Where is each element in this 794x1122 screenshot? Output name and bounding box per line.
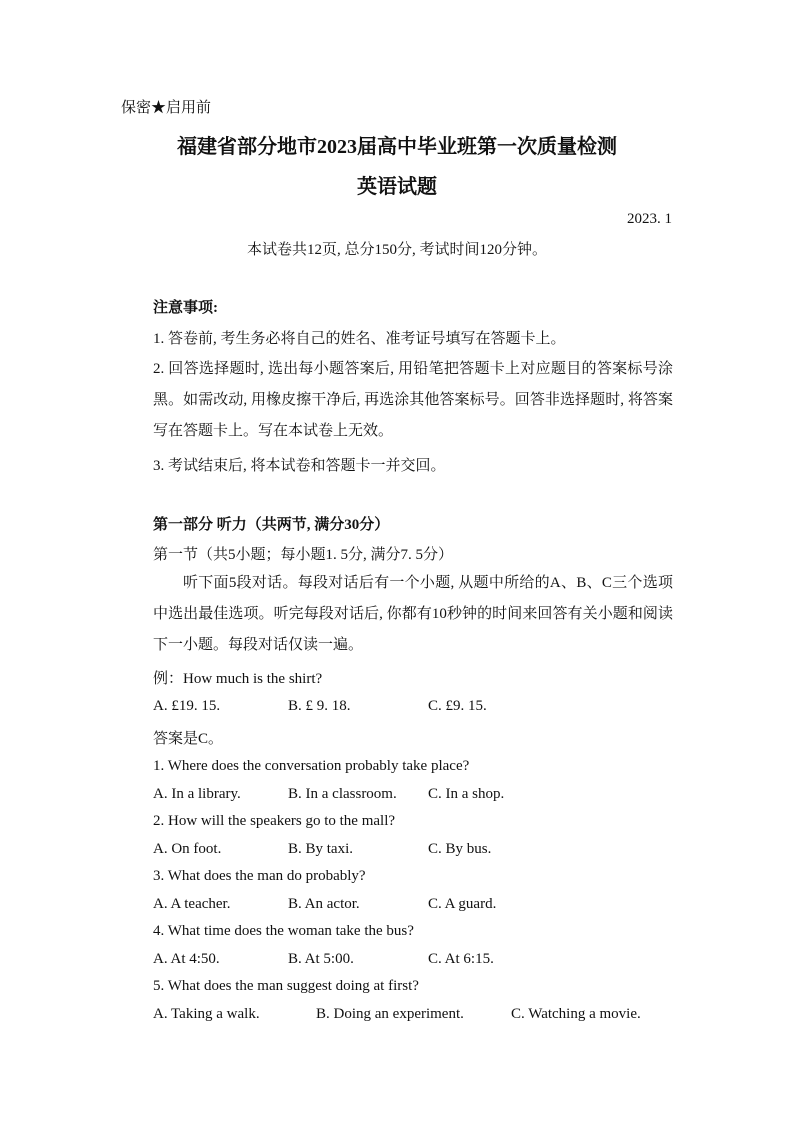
example-question: 例：How much is the shirt? <box>153 671 323 687</box>
exam-title: 福建省部分地市2023届高中毕业班第一次质量检测 <box>177 136 617 158</box>
example-option-b: B. £ 9. 18. <box>288 698 351 714</box>
example-answer: 答案是C。 <box>153 731 224 747</box>
q3-option-b: B. An actor. <box>288 896 360 912</box>
question-5: 5. What does the man suggest doing at first? <box>153 978 419 994</box>
q2-option-b: B. By taxi. <box>288 841 354 857</box>
question-1: 1. Where does the conversation probably take place? <box>153 758 470 774</box>
q3-option-c: C. A guard. <box>428 896 497 912</box>
section1-heading: 第一节（共5小题；每小题1. 5分, 满分7. 5分） <box>153 547 454 563</box>
exam-date: 2023. 1 <box>627 211 672 227</box>
question-3: 3. What does the man do probably? <box>153 868 366 884</box>
listening-instructions: 听下面5段对话。每段对话后有一个小题, 从题中所给的A、B、C三个选项中选出最佳选项。听完每段对话后, 你都有10秒钟的时间来回答有关小题和阅读下一小题。每段对话仅读一遍。 <box>153 575 673 653</box>
example-option-a: A. £19. 15. <box>153 698 221 714</box>
q4-option-a: A. At 4:50. <box>153 951 220 967</box>
exam-subtitle: 英语试题 <box>357 176 437 198</box>
example-option-c: C. £9. 15. <box>428 698 487 714</box>
part1-heading: 第一部分 听力（共两节, 满分30分） <box>153 517 390 533</box>
q4-option-b: B. At 5:00. <box>288 951 354 967</box>
note-2: 2. 回答选择题时, 选出每小题答案后, 用铅笔把答题卡上对应题目的答案标号涂黑。如需改动, 用橡皮擦干净后, 再选涂其他答案标号。回答非选择题时, 将答案写在答题卡上。写在本试卷上无效。 <box>153 361 673 439</box>
q1-option-c: C. In a shop. <box>428 786 505 802</box>
q4-option-c: C. At 6:15. <box>428 951 494 967</box>
note-1: 1. 答卷前, 考生务必将自己的姓名、准考证号填写在答题卡上。 <box>153 331 566 347</box>
confidential-label: 保密★启用前 <box>121 100 212 116</box>
q1-option-b: B. In a classroom. <box>288 786 397 802</box>
q5-option-a: A. Taking a walk. <box>153 1006 260 1022</box>
q3-option-a: A. A teacher. <box>153 896 231 912</box>
note-3: 3. 考试结束后, 将本试卷和答题卡一并交回。 <box>153 458 446 474</box>
q2-option-c: C. By bus. <box>428 841 492 857</box>
q5-option-c: C. Watching a movie. <box>511 1006 641 1022</box>
q1-option-a: A. In a library. <box>153 786 241 802</box>
notes-heading: 注意事项: <box>153 300 218 316</box>
question-2: 2. How will the speakers go to the mall? <box>153 813 396 829</box>
q5-option-b: B. Doing an experiment. <box>316 1006 464 1022</box>
exam-info: 本试卷共12页, 总分150分, 考试时间120分钟。 <box>246 242 547 258</box>
q2-option-a: A. On foot. <box>153 841 222 857</box>
question-4: 4. What time does the woman take the bus? <box>153 923 414 939</box>
